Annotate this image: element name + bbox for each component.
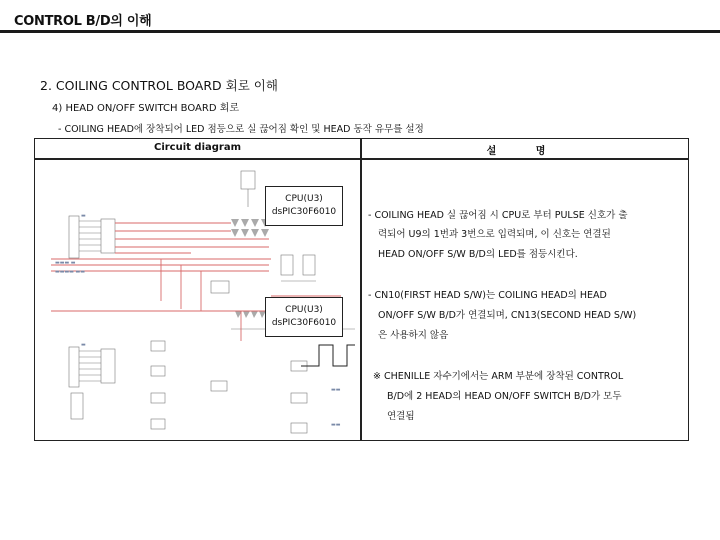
title-rule xyxy=(0,30,720,33)
bullet-heading: - COILING HEAD에 장착되어 LED 점등으로 실 끊어짐 확인 및 HEAD 동작 유무를 설정 xyxy=(58,124,424,135)
cpu-label: CPU(U3) xyxy=(285,305,323,315)
svg-text:▬▬▬▬ ▬▬: ▬▬▬▬ ▬▬ xyxy=(55,269,85,275)
description-header: 설 명 xyxy=(486,146,564,157)
description-table xyxy=(34,138,689,441)
svg-text:▬: ▬ xyxy=(81,213,86,219)
table-header-rule xyxy=(35,158,688,160)
svg-text:▬▬▬ ▬: ▬▬▬ ▬ xyxy=(55,260,76,266)
description-line: - CN10(FIRST HEAD S/W)는 COILING HEAD의 HEAD xyxy=(368,290,607,301)
description-line: 연결됨 xyxy=(387,411,415,422)
description-line: 력되어 U9의 1번과 3번으로 입력되며, 이 신호는 연결된 xyxy=(378,229,611,240)
svg-text:▬▬: ▬▬ xyxy=(331,387,341,393)
description-line: ※ CHENILLE 자수기에서는 ARM 부분에 장착된 CONTROL xyxy=(373,371,624,382)
cpu-part-number: dsPIC30F6010 xyxy=(271,207,337,217)
description-line: ON/OFF S/W B/D가 연결되며, CN13(SECOND HEAD S/W) xyxy=(378,310,637,321)
slide-title: CONTROL B/D의 이해 xyxy=(14,14,152,29)
section-heading: 2. COILING CONTROL BOARD 회로 이해 xyxy=(40,78,278,93)
sub-heading: 4) HEAD ON/OFF SWITCH BOARD 회로 xyxy=(52,103,240,114)
circuit-diagram-header: Circuit diagram xyxy=(153,142,242,153)
description-line: 은 사용하지 않음 xyxy=(378,330,449,341)
cpu-u3-block-lower xyxy=(265,297,343,337)
cpu-u3-block-upper xyxy=(265,186,343,226)
description-line: - COILING HEAD 실 끊어짐 시 CPU로 부터 PULSE 신호가 출 xyxy=(368,210,628,221)
svg-text:▬▬: ▬▬ xyxy=(331,422,341,428)
cpu-part-number: dsPIC30F6010 xyxy=(271,318,337,328)
table-column-divider xyxy=(360,139,362,440)
description-line: B/D에 2 HEAD의 HEAD ON/OFF SWITCH B/D가 모두 xyxy=(387,391,622,402)
svg-text:▬: ▬ xyxy=(81,342,86,348)
description-line: HEAD ON/OFF S/W B/D의 LED를 점등시킨다. xyxy=(378,249,578,260)
cpu-label: CPU(U3) xyxy=(285,194,323,204)
